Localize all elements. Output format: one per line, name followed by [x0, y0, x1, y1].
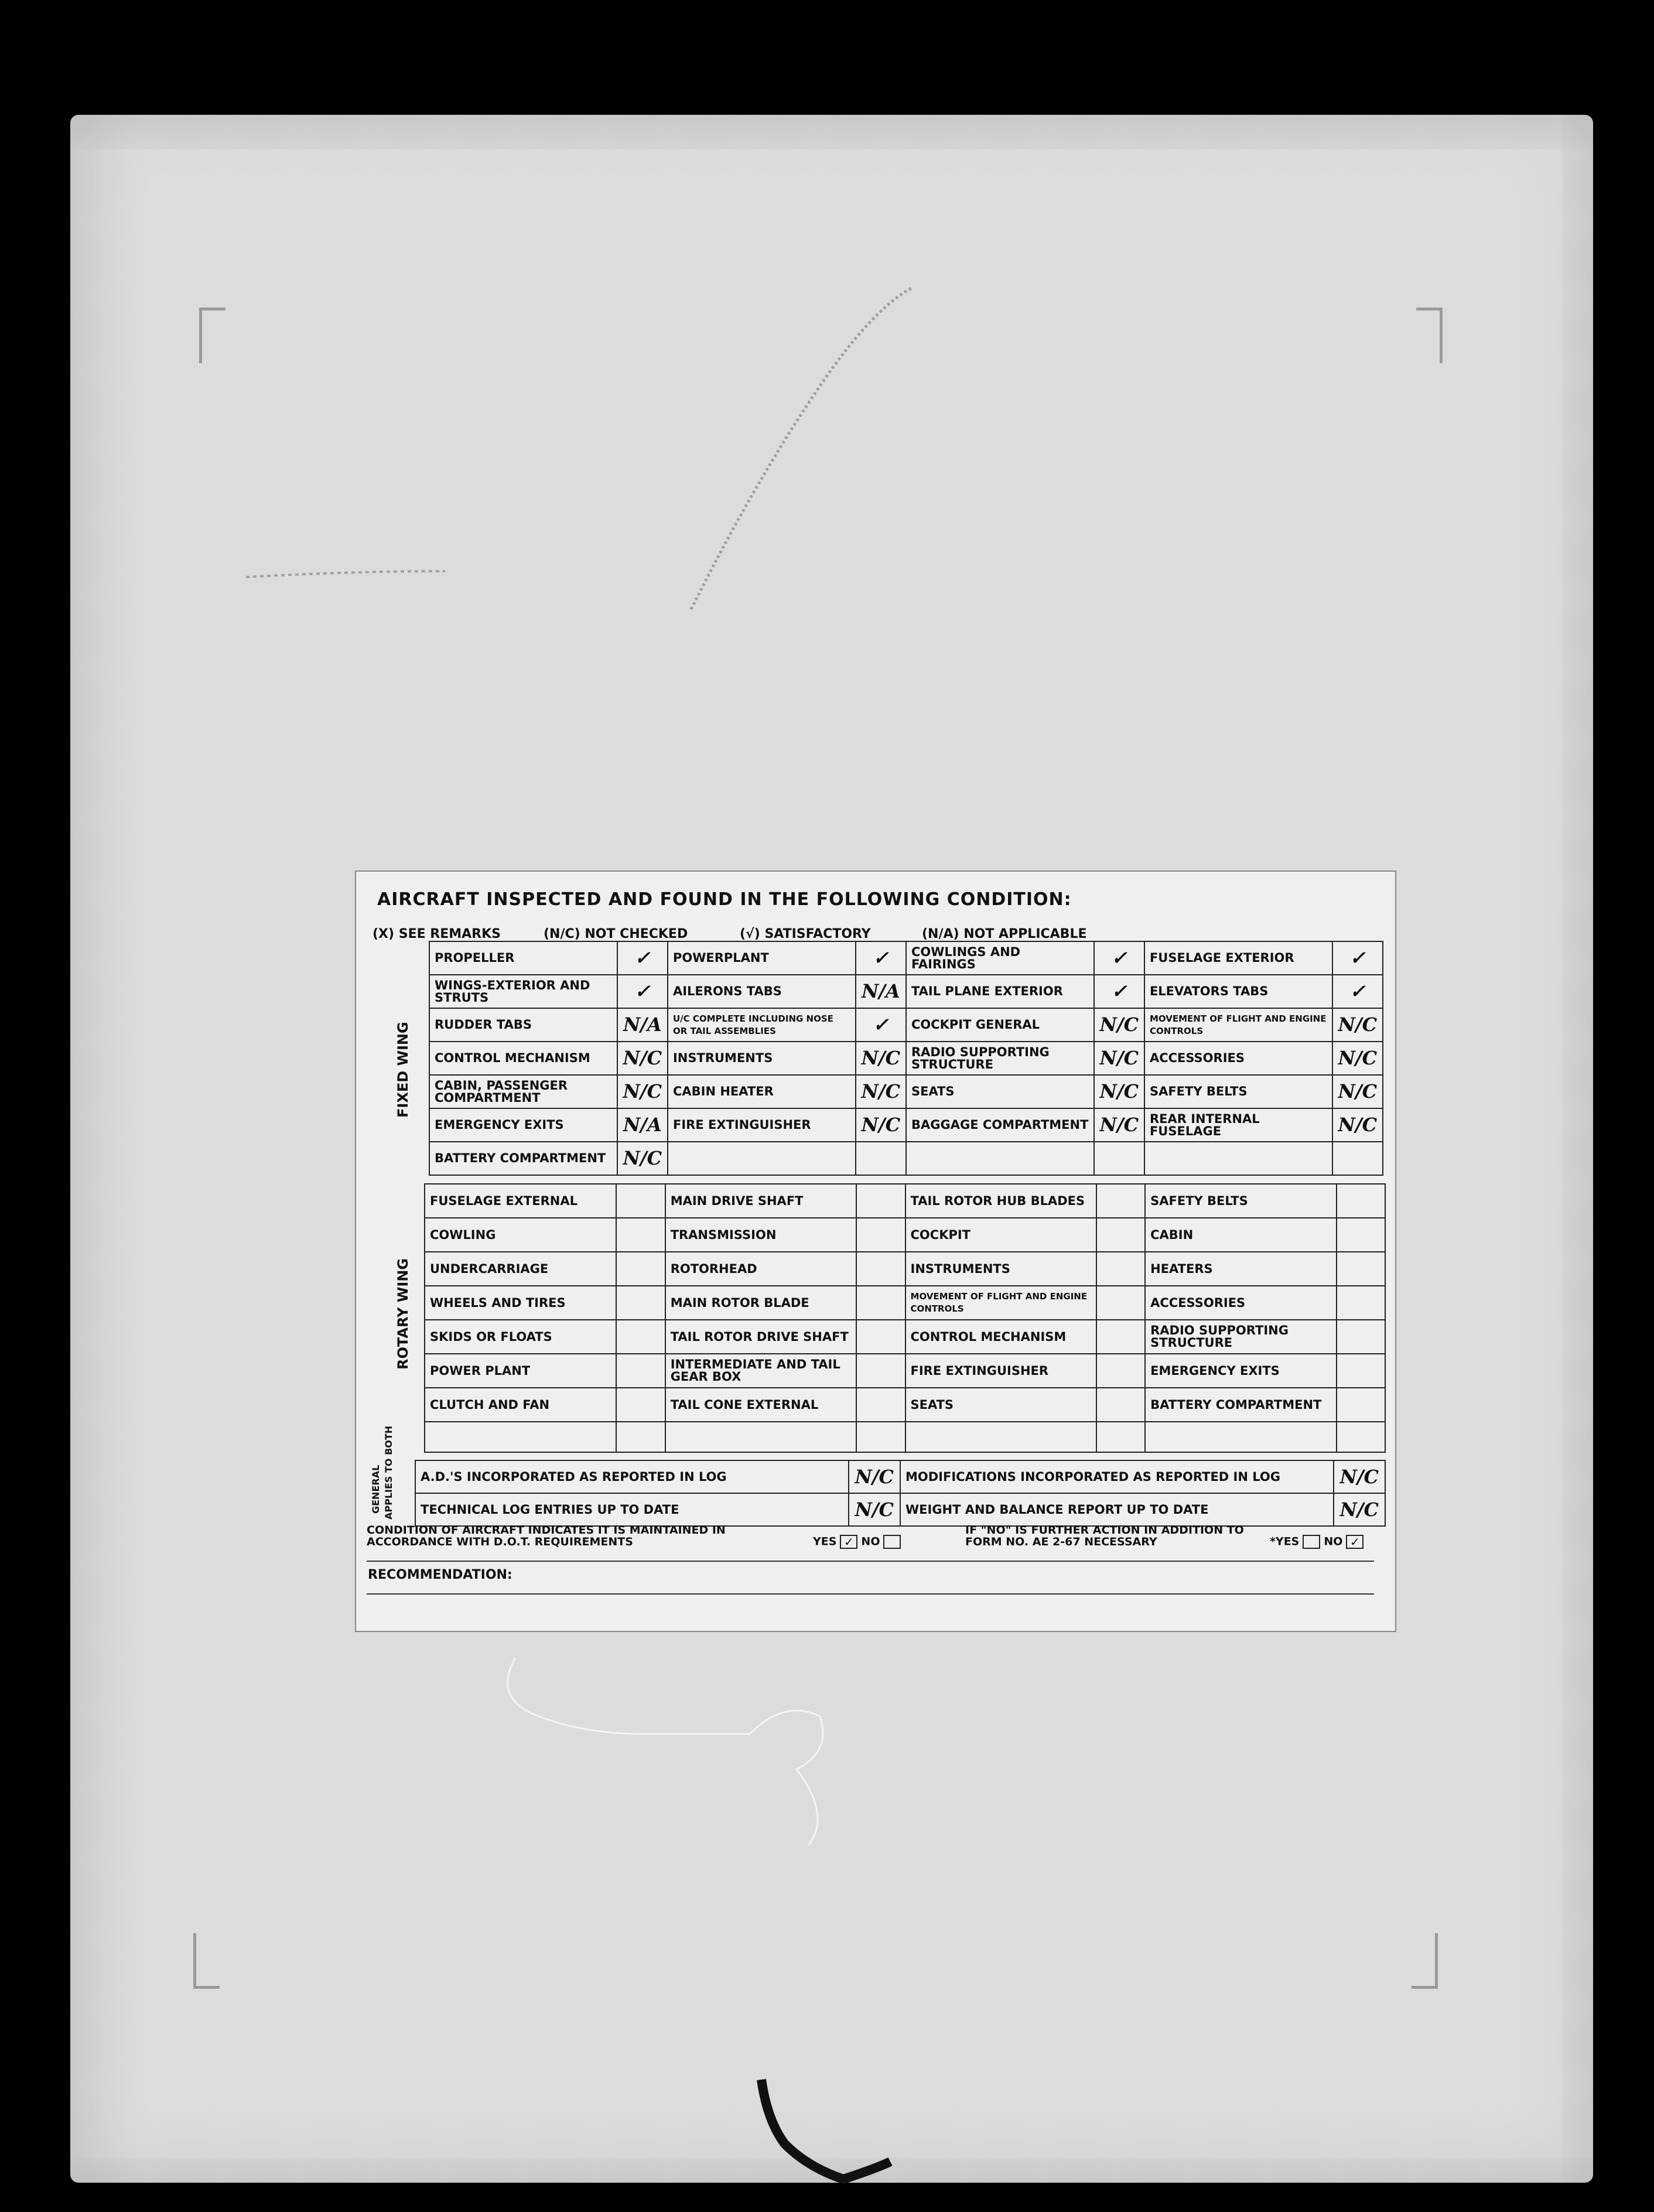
- condition-mark: ✓: [617, 941, 668, 975]
- table-row: [429, 1108, 1383, 1142]
- condition-text: CONDITION OF AIRCRAFT INDICATES IT IS MAINTAINED IN ACCORDANCE WITH D.O.T. REQUIREMENTS: [367, 1524, 726, 1548]
- condition-mark: N/C: [1094, 1042, 1144, 1075]
- table-row: [425, 1320, 1385, 1354]
- inspection-item: SEATS: [906, 1075, 1094, 1108]
- condition-mark: ✓: [856, 941, 906, 975]
- condition-mark: [1337, 1388, 1385, 1422]
- empty-cell: [665, 1422, 857, 1452]
- legend-not-applicable: (N/A) NOT APPLICABLE: [922, 927, 1087, 941]
- condition-mark: N/C: [1334, 1460, 1385, 1493]
- inspection-item: FUSELAGE EXTERIOR: [1144, 941, 1332, 975]
- yes2-label: *YES: [1270, 1535, 1300, 1548]
- condition-mark: N/C: [856, 1042, 906, 1075]
- inspection-item: MAIN ROTOR BLADE: [665, 1286, 857, 1320]
- condition-mark: [1337, 1354, 1385, 1388]
- inspection-item: CABIN: [1145, 1218, 1337, 1252]
- inspection-item: A.D.'S INCORPORATED AS REPORTED IN LOG: [415, 1460, 849, 1493]
- no2-checkbox[interactable]: ✓: [1346, 1535, 1363, 1549]
- inspection-item: CONTROL MECHANISM: [905, 1320, 1096, 1354]
- yes2-checkbox[interactable]: [1303, 1535, 1320, 1549]
- general-label: GENERAL: [370, 1465, 381, 1514]
- table-row: [429, 941, 1383, 975]
- condition-mark: [1096, 1286, 1145, 1320]
- inspection-item: ROTORHEAD: [665, 1252, 857, 1286]
- table-row: [429, 1075, 1383, 1108]
- inspection-item: U/C COMPLETE INCLUDING NOSE OR TAIL ASSEMBLIES: [668, 1008, 856, 1042]
- divider: [367, 1561, 1374, 1562]
- inspection-item: COWLINGS AND FAIRINGS: [906, 941, 1094, 975]
- condition-mark: [1096, 1184, 1145, 1218]
- table-row: [425, 1252, 1385, 1286]
- condition-mark: [616, 1184, 665, 1218]
- inspection-item: TAIL CONE EXTERNAL: [665, 1388, 857, 1422]
- condition-mark: [856, 1252, 905, 1286]
- inspection-item: SAFETY BELTS: [1145, 1184, 1337, 1218]
- condition-mark: [1337, 1286, 1385, 1320]
- table-row: [415, 1493, 1385, 1526]
- condition-mark: N/C: [1334, 1493, 1385, 1526]
- condition-mark: N/C: [1332, 1075, 1383, 1108]
- inspection-item: WEIGHT AND BALANCE REPORT UP TO DATE: [900, 1493, 1334, 1526]
- form-title: AIRCRAFT INSPECTED AND FOUND IN THE FOLLOWING CONDITION:: [377, 889, 1072, 910]
- general-table: [415, 1460, 1386, 1527]
- no-label: NO: [861, 1535, 880, 1548]
- inspection-item: [906, 1142, 1094, 1175]
- empty-cell: [616, 1422, 665, 1452]
- condition-yes-no: [813, 1535, 904, 1549]
- legend-not-checked: (N/C) NOT CHECKED: [544, 927, 688, 941]
- condition-mark: N/A: [856, 975, 906, 1008]
- condition-mark: ✓: [1332, 941, 1383, 975]
- condition-mark: N/A: [617, 1008, 668, 1042]
- condition-mark: [1096, 1218, 1145, 1252]
- inspection-item: SAFETY BELTS: [1144, 1075, 1332, 1108]
- inspection-item: COCKPIT GENERAL: [906, 1008, 1094, 1042]
- empty-cell: [425, 1422, 616, 1452]
- table-row: [425, 1286, 1385, 1320]
- empty-cell: [1145, 1422, 1337, 1452]
- inspection-item: TECHNICAL LOG ENTRIES UP TO DATE: [415, 1493, 849, 1526]
- condition-mark: N/C: [617, 1042, 668, 1075]
- condition-mark: [1337, 1252, 1385, 1286]
- condition-mark: ✓: [617, 975, 668, 1008]
- condition-mark: [856, 1184, 905, 1218]
- empty-cell: [1096, 1422, 1145, 1452]
- further-action-yes-no: [1270, 1535, 1367, 1549]
- condition-mark: [1094, 1142, 1144, 1175]
- table-row: [425, 1422, 1385, 1452]
- inspection-item: AILERONS TABS: [668, 975, 856, 1008]
- condition-mark: [1337, 1320, 1385, 1354]
- inspection-item: INSTRUMENTS: [668, 1042, 856, 1075]
- applies-to-both-label: APPLIES TO BOTH: [383, 1425, 394, 1520]
- inspection-item: EMERGENCY EXITS: [429, 1108, 617, 1142]
- condition-mark: [1096, 1320, 1145, 1354]
- condition-mark: [1332, 1142, 1383, 1175]
- inspection-item: WINGS-EXTERIOR AND STRUTS: [429, 975, 617, 1008]
- inspection-item: CLUTCH AND FAN: [425, 1388, 616, 1422]
- table-row: [425, 1218, 1385, 1252]
- condition-mark: N/C: [849, 1460, 900, 1493]
- condition-mark: [856, 1388, 905, 1422]
- yes-checkbox[interactable]: ✓: [840, 1535, 857, 1549]
- inspection-item: FUSELAGE EXTERNAL: [425, 1184, 616, 1218]
- inspection-item: FIRE EXTINGUISHER: [905, 1354, 1096, 1388]
- condition-mark: N/C: [856, 1075, 906, 1108]
- inspection-item: RADIO SUPPORTING STRUCTURE: [906, 1042, 1094, 1075]
- condition-mark: [616, 1388, 665, 1422]
- condition-mark: [616, 1320, 665, 1354]
- legend-see-remarks: (X) SEE REMARKS: [373, 927, 501, 941]
- condition-mark: N/C: [617, 1142, 668, 1175]
- inspection-item: UNDERCARRIAGE: [425, 1252, 616, 1286]
- condition-mark: [856, 1142, 906, 1175]
- inspection-form-card: [355, 871, 1396, 1632]
- inspection-item: COWLING: [425, 1218, 616, 1252]
- condition-mark: N/C: [1332, 1108, 1383, 1142]
- condition-mark: [856, 1320, 905, 1354]
- inspection-item: EMERGENCY EXITS: [1145, 1354, 1337, 1388]
- table-row: [415, 1460, 1385, 1493]
- condition-mark: [1096, 1252, 1145, 1286]
- condition-mark: N/C: [856, 1108, 906, 1142]
- inspection-item: [668, 1142, 856, 1175]
- condition-mark: ✓: [856, 1008, 906, 1042]
- inspection-item: MODIFICATIONS INCORPORATED AS REPORTED IN LOG: [900, 1460, 1334, 1493]
- condition-mark: N/C: [617, 1075, 668, 1108]
- condition-mark: [1096, 1388, 1145, 1422]
- inspection-item: BATTERY COMPARTMENT: [1145, 1388, 1337, 1422]
- condition-mark: [616, 1252, 665, 1286]
- inspection-item: ELEVATORS TABS: [1144, 975, 1332, 1008]
- inspection-item: MAIN DRIVE SHAFT: [665, 1184, 857, 1218]
- condition-mark: ✓: [1094, 941, 1144, 975]
- inspection-item: WHEELS AND TIRES: [425, 1286, 616, 1320]
- inspection-item: REAR INTERNAL FUSELAGE: [1144, 1108, 1332, 1142]
- condition-mark: ✓: [1094, 975, 1144, 1008]
- condition-mark: N/C: [1094, 1008, 1144, 1042]
- condition-mark: [856, 1354, 905, 1388]
- inspection-item: CONTROL MECHANISM: [429, 1042, 617, 1075]
- table-row: [429, 1142, 1383, 1175]
- condition-mark: N/A: [617, 1108, 668, 1142]
- condition-mark: [1096, 1354, 1145, 1388]
- condition-statement: [367, 1524, 812, 1548]
- inspection-item: [1144, 1142, 1332, 1175]
- condition-mark: [1337, 1184, 1385, 1218]
- empty-cell: [905, 1422, 1096, 1452]
- condition-mark: [616, 1286, 665, 1320]
- further-action-text: IF "NO" IS FURTHER ACTION IN ADDITION TO FORM NO. AE 2-67 NECESSARY: [965, 1524, 1244, 1548]
- recommendation-label: RECOMMENDATION:: [368, 1568, 512, 1582]
- inspection-item: BAGGAGE COMPARTMENT: [906, 1108, 1094, 1142]
- table-row: [425, 1354, 1385, 1388]
- table-row: [425, 1388, 1385, 1422]
- inspection-item: CABIN, PASSENGER COMPARTMENT: [429, 1075, 617, 1108]
- inspection-item: TAIL ROTOR HUB BLADES: [905, 1184, 1096, 1218]
- condition-mark: [856, 1218, 905, 1252]
- fixed-wing-table: [429, 941, 1383, 1176]
- inspection-item: MOVEMENT OF FLIGHT AND ENGINE CONTROLS: [905, 1286, 1096, 1320]
- inspection-item: BATTERY COMPARTMENT: [429, 1142, 617, 1175]
- condition-mark: N/C: [849, 1493, 900, 1526]
- inspection-item: SKIDS OR FLOATS: [425, 1320, 616, 1354]
- legend-satisfactory: (√) SATISFACTORY: [740, 927, 871, 941]
- no-checkbox[interactable]: [883, 1535, 901, 1549]
- inspection-item: CABIN HEATER: [668, 1075, 856, 1108]
- empty-cell: [1337, 1422, 1385, 1452]
- inspection-item: INSTRUMENTS: [905, 1252, 1096, 1286]
- condition-mark: N/C: [1332, 1008, 1383, 1042]
- inspection-item: TRANSMISSION: [665, 1218, 857, 1252]
- condition-mark: [616, 1218, 665, 1252]
- condition-mark: [856, 1286, 905, 1320]
- inspection-item: TAIL PLANE EXTERIOR: [906, 975, 1094, 1008]
- table-row: [429, 975, 1383, 1008]
- inspection-item: COCKPIT: [905, 1218, 1096, 1252]
- table-row: [429, 1042, 1383, 1075]
- inspection-item: SEATS: [905, 1388, 1096, 1422]
- inspection-item: POWERPLANT: [668, 941, 856, 975]
- inspection-item: ACCESSORIES: [1145, 1286, 1337, 1320]
- inspection-item: HEATERS: [1145, 1252, 1337, 1286]
- inspection-item: RUDDER TABS: [429, 1008, 617, 1042]
- inspection-item: PROPELLER: [429, 941, 617, 975]
- empty-cell: [856, 1422, 905, 1452]
- condition-mark: ✓: [1332, 975, 1383, 1008]
- table-row: [429, 1008, 1383, 1042]
- inspection-item: ACCESSORIES: [1144, 1042, 1332, 1075]
- inspection-item: RADIO SUPPORTING STRUCTURE: [1145, 1320, 1337, 1354]
- condition-mark: N/C: [1094, 1108, 1144, 1142]
- inspection-item: TAIL ROTOR DRIVE SHAFT: [665, 1320, 857, 1354]
- rotary-wing-table: [424, 1183, 1386, 1453]
- fixed-wing-label: FIXED WING: [395, 1022, 411, 1118]
- condition-mark: N/C: [1094, 1075, 1144, 1108]
- divider: [367, 1593, 1374, 1595]
- inspection-item: MOVEMENT OF FLIGHT AND ENGINE CONTROLS: [1144, 1008, 1332, 1042]
- yes-label: YES: [813, 1535, 837, 1548]
- inspection-item: POWER PLANT: [425, 1354, 616, 1388]
- inspection-item: INTERMEDIATE AND TAIL GEAR BOX: [665, 1354, 857, 1388]
- condition-mark: [1337, 1218, 1385, 1252]
- rotary-wing-label: ROTARY WING: [395, 1258, 411, 1370]
- table-row: [425, 1184, 1385, 1218]
- condition-mark: [616, 1354, 665, 1388]
- no2-label: NO: [1324, 1535, 1343, 1548]
- inspection-item: FIRE EXTINGUISHER: [668, 1108, 856, 1142]
- condition-mark: N/C: [1332, 1042, 1383, 1075]
